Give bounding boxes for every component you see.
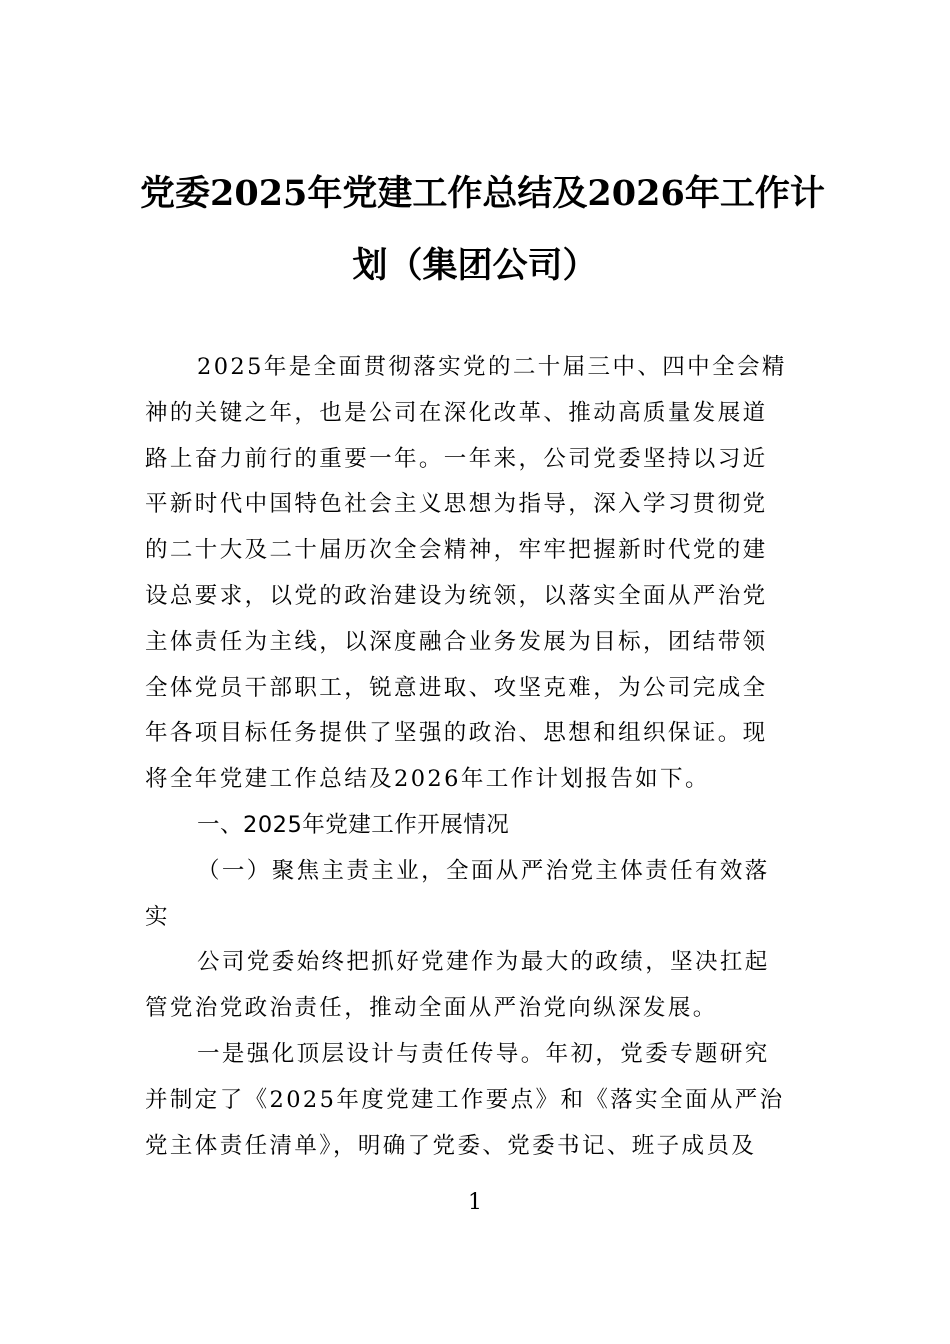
subsection-heading-1-line-2: 实 — [145, 903, 170, 930]
paragraph-2-line-1: 公司党委始终把抓好党建作为最大的政绩，坚决扛起 — [197, 949, 770, 976]
subsection-heading-1-line-1: （一）聚焦主责主业，全面从严治党主体责任有效落 — [197, 857, 770, 884]
paragraph-2-line-2: 管党治党政治责任，推动全面从严治党向纵深发展。 — [145, 995, 718, 1022]
paragraph-intro-line-1: 2025年是全面贯彻落实党的二十届三中、四中全会精 — [197, 354, 787, 380]
paragraph-intro-line-2: 神的关键之年，也是公司在深化改革、推动高质量发展道 — [145, 399, 768, 426]
paragraph-intro-line-3: 路上奋力前行的重要一年。一年来，公司党委坚持以习近 — [145, 445, 768, 472]
paragraph-3-line-3: 党主体责任清单》，明确了党委、党委书记、班子成员及 — [145, 1132, 757, 1159]
title-line-2: 划（集团公司） — [352, 245, 598, 286]
document-body — [145, 345, 807, 1169]
document-title — [140, 158, 825, 302]
paragraph-intro-line-10: 将全年党建工作总结及2026年工作计划报告如下。 — [145, 766, 710, 793]
page-number: 1 — [468, 1190, 482, 1215]
paragraph-intro-line-7: 主体责任为主线，以深度融合业务发展为目标，团结带领 — [145, 628, 768, 655]
title-line-1: 党委2025年党建工作总结及2026年工作计 — [140, 173, 825, 214]
paragraph-3-line-1: 一是强化顶层设计与责任传导。年初，党委专题研究 — [197, 1040, 770, 1067]
paragraph-intro-line-4: 平新时代中国特色社会主义思想为指导，深入学习贯彻党 — [145, 491, 768, 518]
paragraph-intro-line-5: 的二十大及二十届历次全会精神，牢牢把握新时代党的建 — [145, 537, 768, 564]
paragraph-intro-line-8: 全体党员干部职工，锐意进取、攻坚克难，为公司完成全 — [145, 674, 768, 701]
paragraph-3-line-2: 并制定了《2025年度党建工作要点》和《落实全面从严治 — [145, 1086, 785, 1113]
paragraph-intro-line-6: 设总要求，以党的政治建设为统领，以落实全面从严治党 — [145, 582, 768, 609]
paragraph-intro-line-9: 年各项目标任务提供了坚强的政治、思想和组织保证。现 — [145, 720, 768, 747]
section-heading-1: 一、2025年党建工作开展情况 — [197, 811, 510, 838]
